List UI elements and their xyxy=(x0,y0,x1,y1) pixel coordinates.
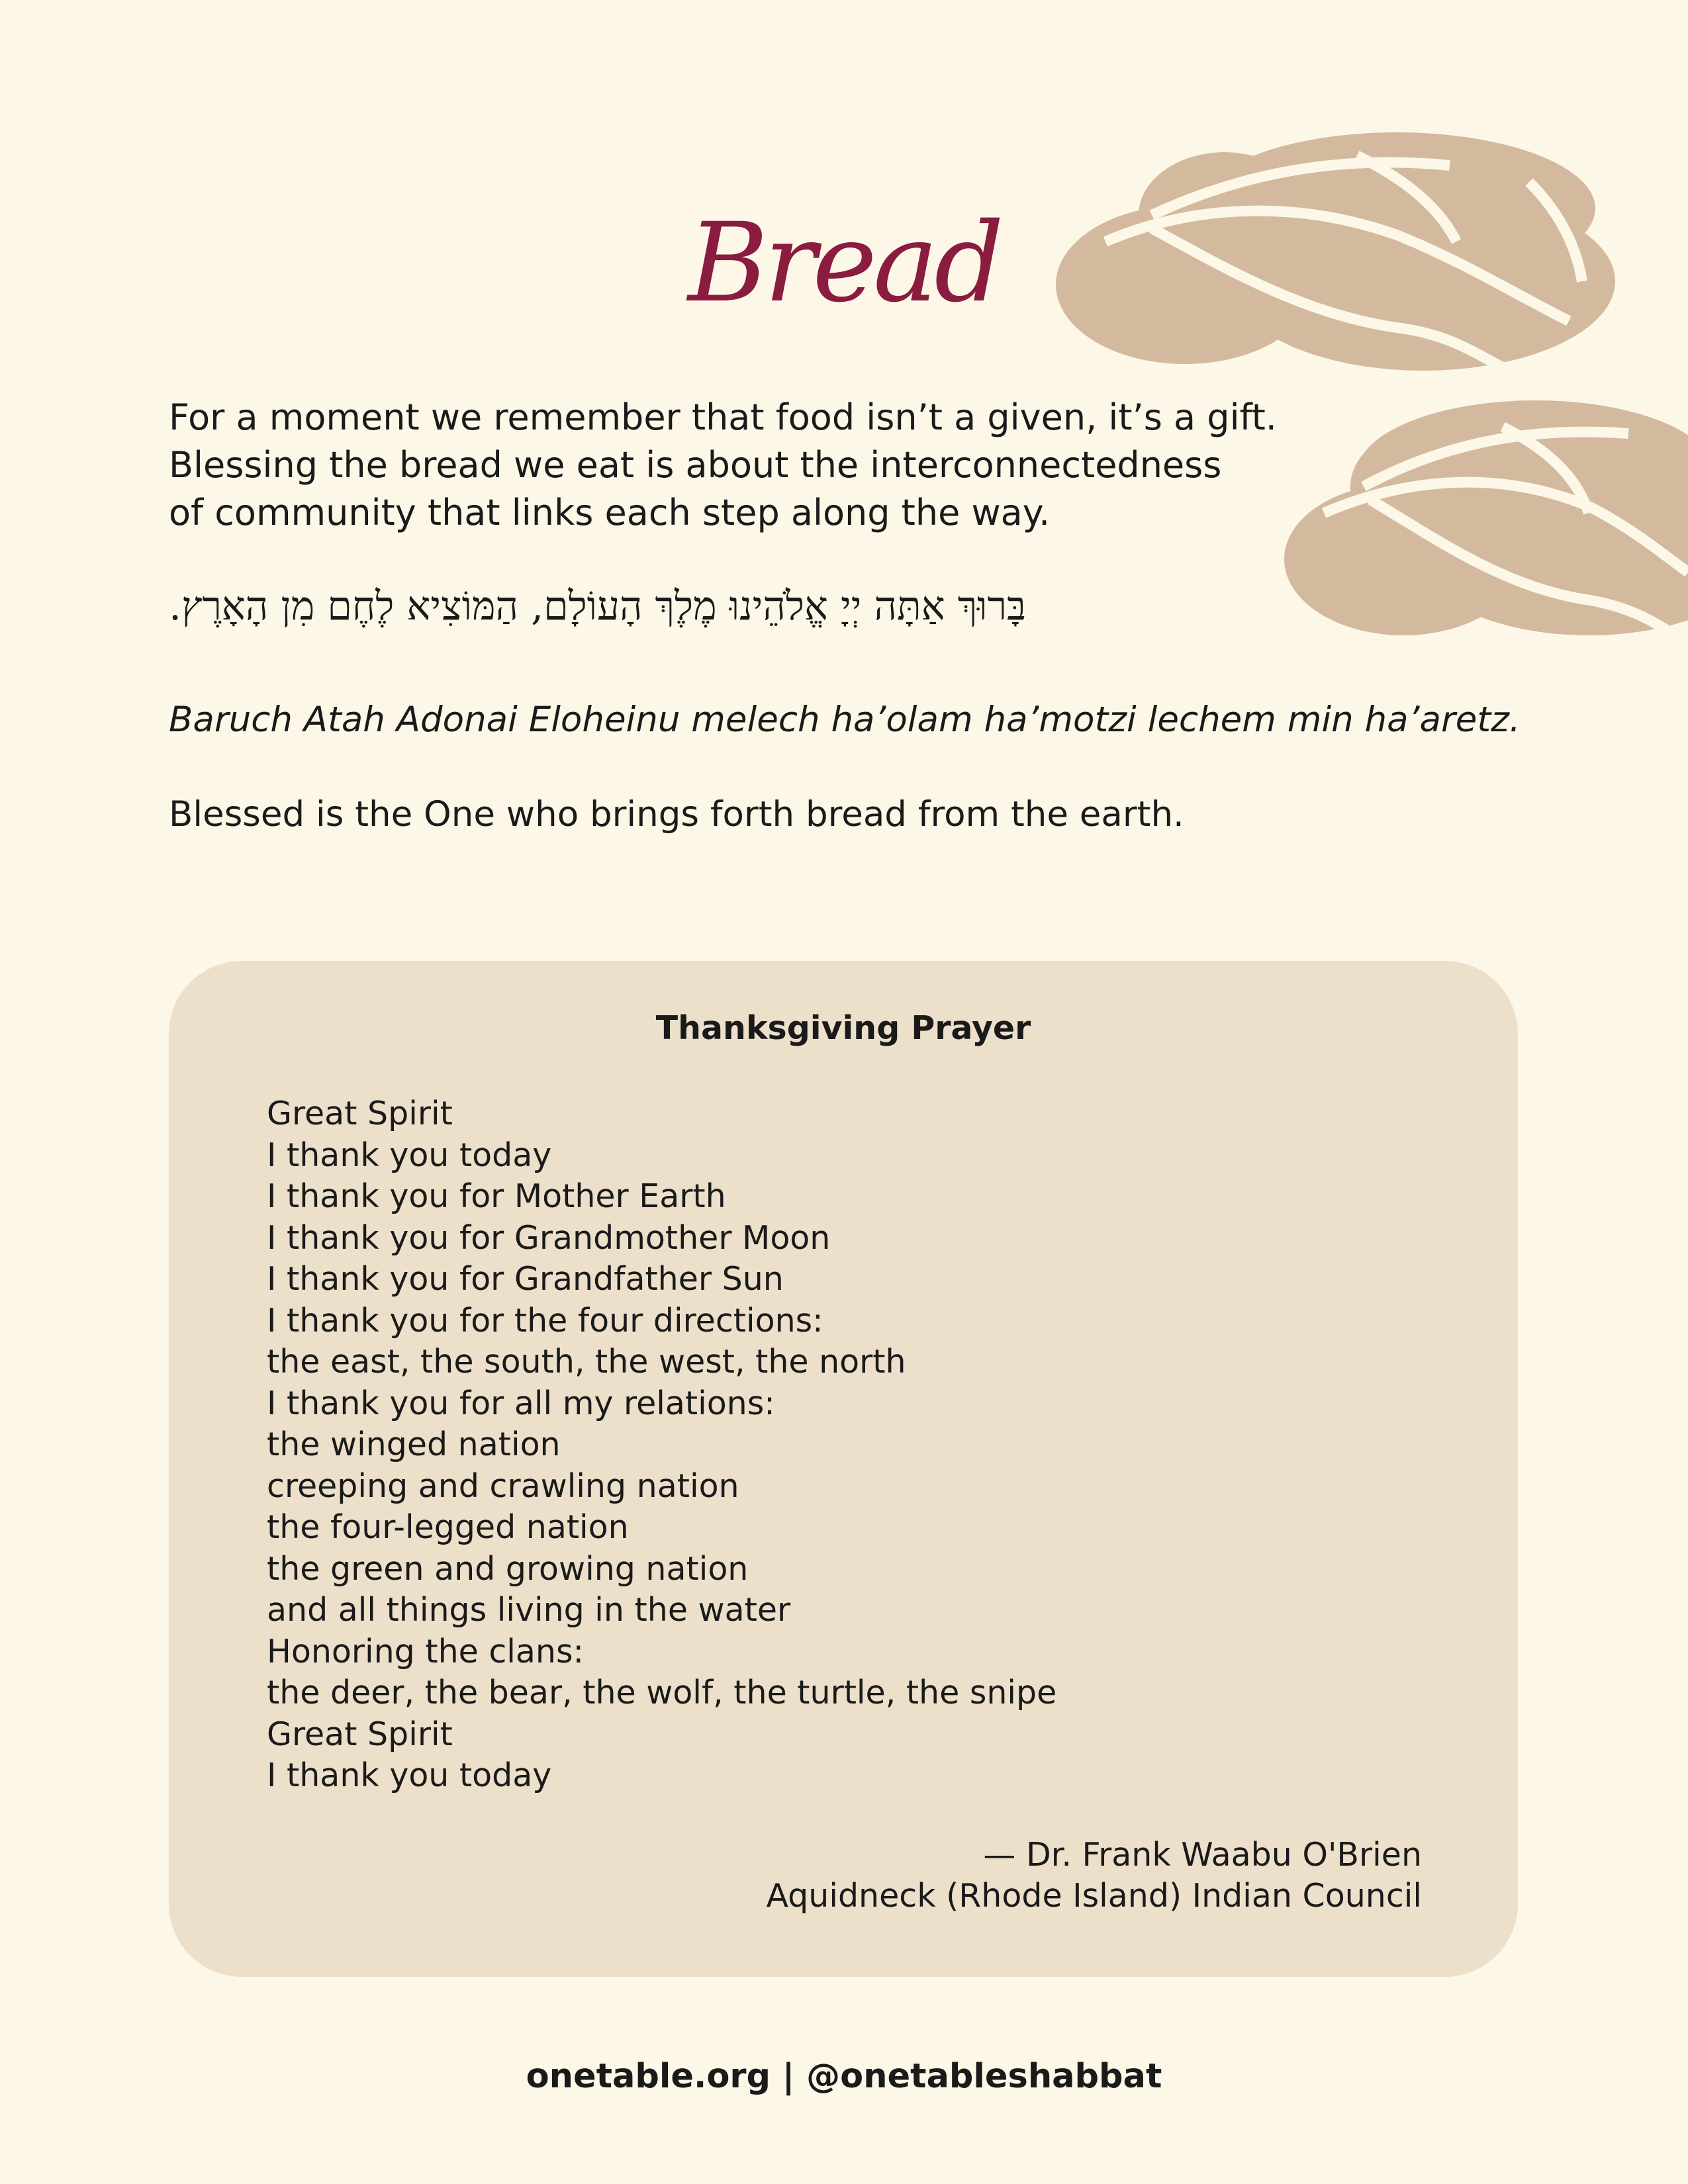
blessing-translation: Blessed is the One who brings forth bread from the earth. xyxy=(169,794,1184,835)
poem-line: Great Spirit xyxy=(267,1095,453,1132)
prayer-attribution xyxy=(561,1835,1422,1917)
intro-text xyxy=(169,394,1360,537)
intro-line: Blessing the bread we eat is about the interconnectedness xyxy=(169,444,1222,486)
poem-line: I thank you for Grandfather Sun xyxy=(267,1260,784,1298)
poem-line: the green and growing nation xyxy=(267,1549,749,1588)
page-title: Bread xyxy=(688,199,1000,326)
poem-line: I thank you for the four directions: xyxy=(267,1301,823,1340)
prayer-affiliation: Aquidneck (Rhode Island) Indian Council xyxy=(766,1877,1422,1915)
poem-line: Great Spirit xyxy=(267,1715,453,1753)
poem-line: the winged nation xyxy=(267,1426,561,1463)
poem-line: I thank you for all my relations: xyxy=(267,1384,775,1422)
prayer-title: Thanksgiving Prayer xyxy=(655,1009,1031,1047)
prayer-poem xyxy=(267,1093,1392,1797)
poem-line: the deer, the bear, the wolf, the turtle, the snipe xyxy=(267,1674,1057,1711)
intro-line: of community that links each step along the way. xyxy=(169,492,1051,533)
intro-line: For a moment we remember that food isn’t a given, it’s a gift. xyxy=(169,396,1277,438)
poem-line: the four-legged nation xyxy=(267,1508,629,1546)
poem-line: I thank you for Mother Earth xyxy=(267,1177,726,1215)
blessing-transliteration: Baruch Atah Adonai Eloheinu melech ha’olam ha’motzi lechem min ha’aretz. xyxy=(169,700,1521,740)
poem-line: Honoring the clans: xyxy=(267,1632,585,1670)
poem-line: and all things living in the water xyxy=(267,1591,791,1629)
poem-line: I thank you today xyxy=(267,1756,552,1794)
footer-links: onetable.org | @onetableshabbat xyxy=(526,2057,1162,2096)
prayer-card xyxy=(169,961,1518,1977)
poem-line: I thank you for Grandmother Moon xyxy=(267,1218,831,1257)
poem-line: the east, the south, the west, the north xyxy=(267,1343,906,1381)
prayer-author: — Dr. Frank Waabu O'Brien xyxy=(983,1836,1422,1874)
hebrew-blessing: בָּרוּךְ אַתָּה יְיָ אֱלֹהֵינוּ מֶלֶךְ הָעוֹלָם, הַמּוֹצִיא לֶחֶם מִן הָאָרֶץ. xyxy=(169,583,1026,629)
poem-line: I thank you today xyxy=(267,1136,552,1174)
poem-line: creeping and crawling nation xyxy=(267,1467,739,1505)
